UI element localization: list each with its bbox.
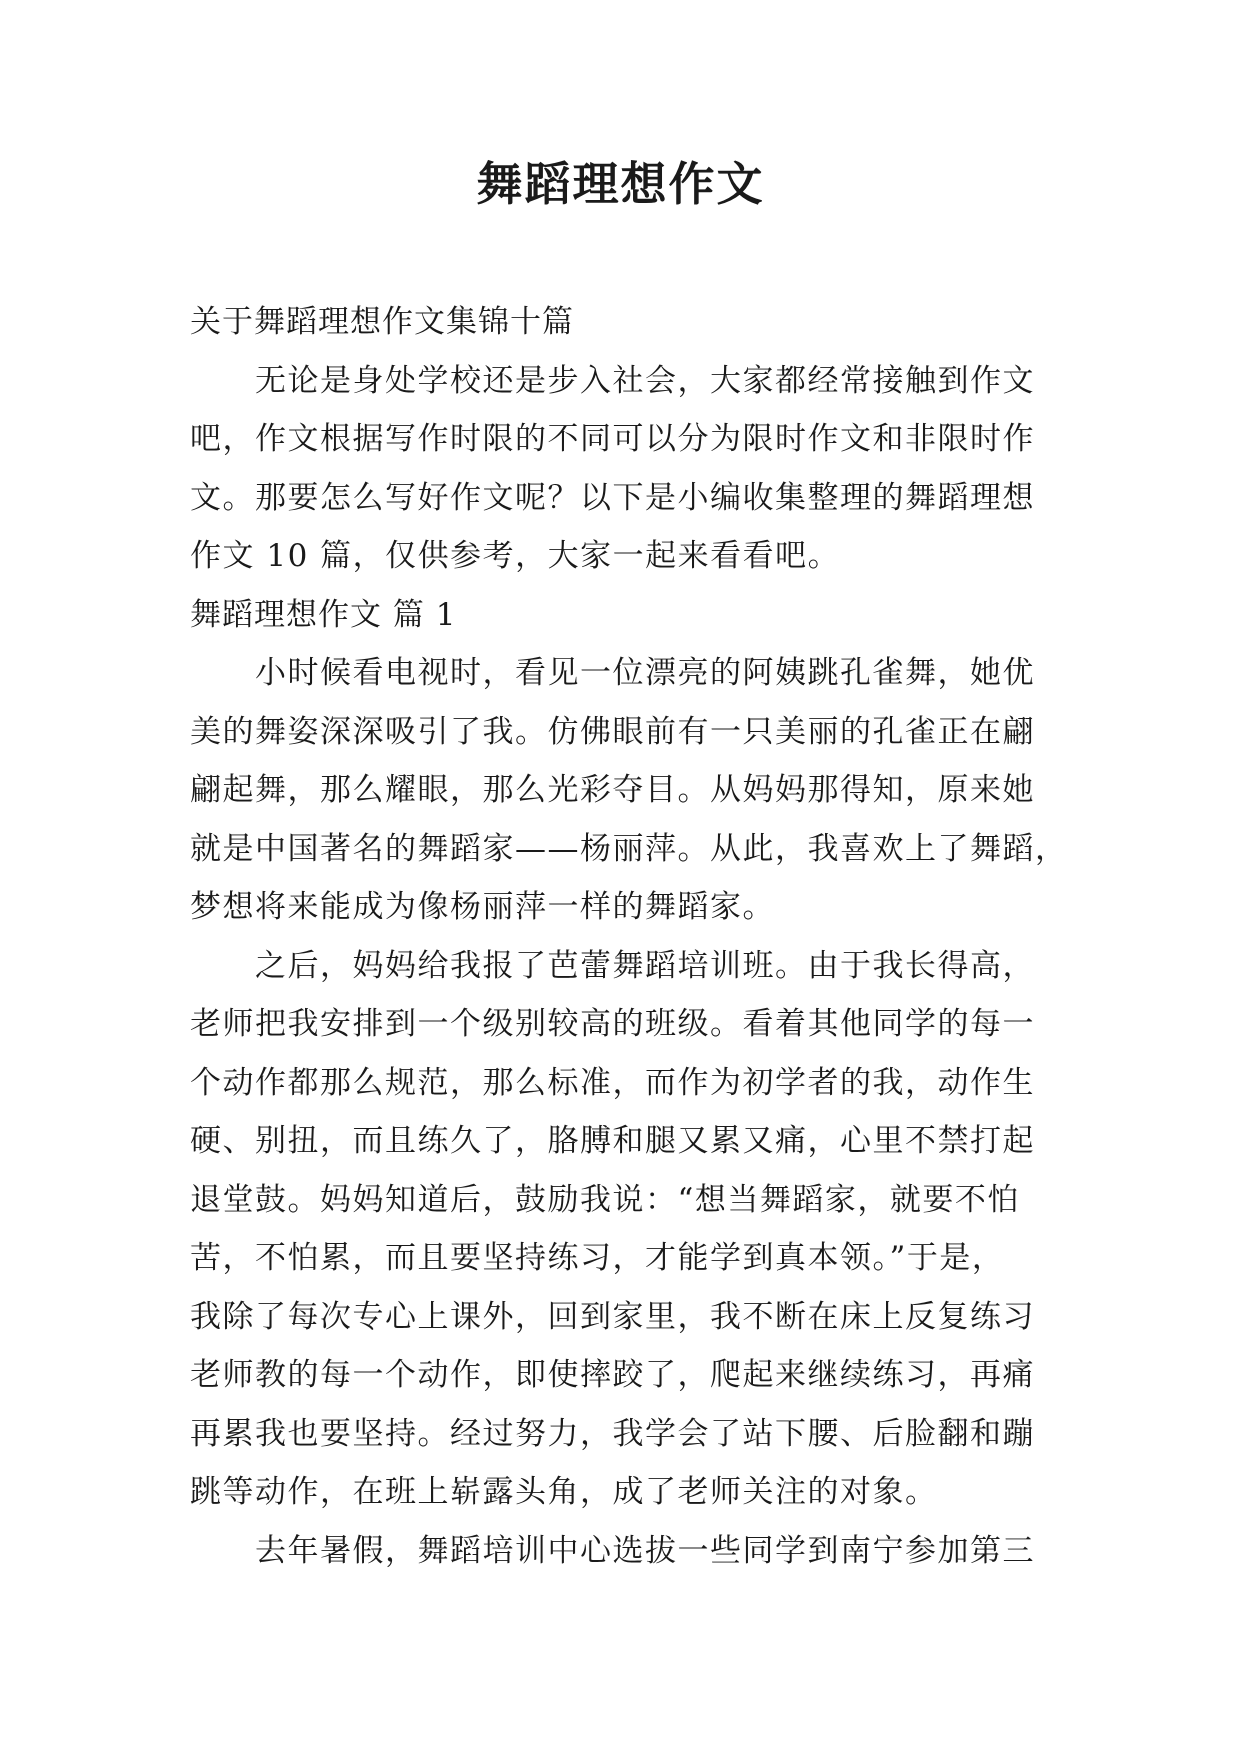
paragraph-line: 跳等动作，在班上崭露头角，成了老师关注的对象。 (190, 1474, 938, 1510)
paragraph-line: 文。那要怎么写好作文呢？以下是小编收集整理的舞蹈理想 (190, 479, 1035, 516)
paragraph-line: 翩起舞，那么耀眼，那么光彩夺目。从妈妈那得知，原来她 (190, 772, 1035, 808)
paragraph-line: 个动作都那么规范，那么标准，而作为初学者的我，动作生 (190, 1064, 1035, 1101)
paragraph-line: 之后，妈妈给我报了芭蕾舞蹈培训班。由于我长得高， (190, 947, 1035, 984)
paragraph-line: 再累我也要坚持。经过努力，我学会了站下腰、后脸翻和蹦 (190, 1415, 1035, 1452)
paragraph-line: 无论是身处学校还是步入社会，大家都经常接触到作文 (190, 362, 1035, 399)
paragraph-line: 硬、别扭，而且练久了，胳膊和腿又累又痛，心里不禁打起 (190, 1123, 1035, 1159)
paragraph-line: 吧，作文根据写作时限的不同可以分为限时作文和非限时作 (190, 421, 1035, 457)
paragraph-line: 退堂鼓。妈妈知道后，鼓励我说：“想当舞蹈家，就要不怕 (190, 1181, 1020, 1218)
document-title: 舞蹈理想作文 (476, 157, 765, 211)
paragraph-2 (190, 937, 1060, 1522)
paragraph-3 (190, 1522, 1060, 1581)
paragraph-line: 老师教的每一个动作，即使摔跤了，爬起来继续练习，再痛 (190, 1357, 1035, 1393)
paragraph-line: 作文 10 篇，仅供参考，大家一起来看看吧。 (190, 538, 841, 574)
paragraph-line: 美的舞姿深深吸引了我。仿佛眼前有一只美丽的孔雀正在翩 (190, 713, 1035, 750)
intro-paragraph (190, 352, 1060, 586)
paragraph-line: 就是中国著名的舞蹈家——杨丽萍。从此，我喜欢上了舞蹈， (190, 830, 1068, 867)
section-title: 舞蹈理想作文 篇 1 (190, 596, 457, 633)
paragraph-line: 去年暑假，舞蹈培训中心选拔一些同学到南宁参加第三 (190, 1532, 1035, 1569)
document-subtitle: 关于舞蹈理想作文集锦十篇 (190, 304, 574, 340)
paragraph-1 (190, 644, 1068, 937)
paragraph-line: 小时候看电视时，看见一位漂亮的阿姨跳孔雀舞，她优 (190, 655, 1035, 691)
paragraph-line: 老师把我安排到一个级别较高的班级。看着其他同学的每一 (190, 1006, 1035, 1042)
paragraph-line: 我除了每次专心上课外，回到家里，我不断在床上反复练习 (190, 1298, 1035, 1335)
paragraph-line: 苦，不怕累，而且要坚持练习，才能学到真本领。”于是， (190, 1240, 1005, 1276)
paragraph-line: 梦想将来能成为像杨丽萍一样的舞蹈家。 (190, 889, 775, 925)
document-body (190, 293, 1068, 1580)
